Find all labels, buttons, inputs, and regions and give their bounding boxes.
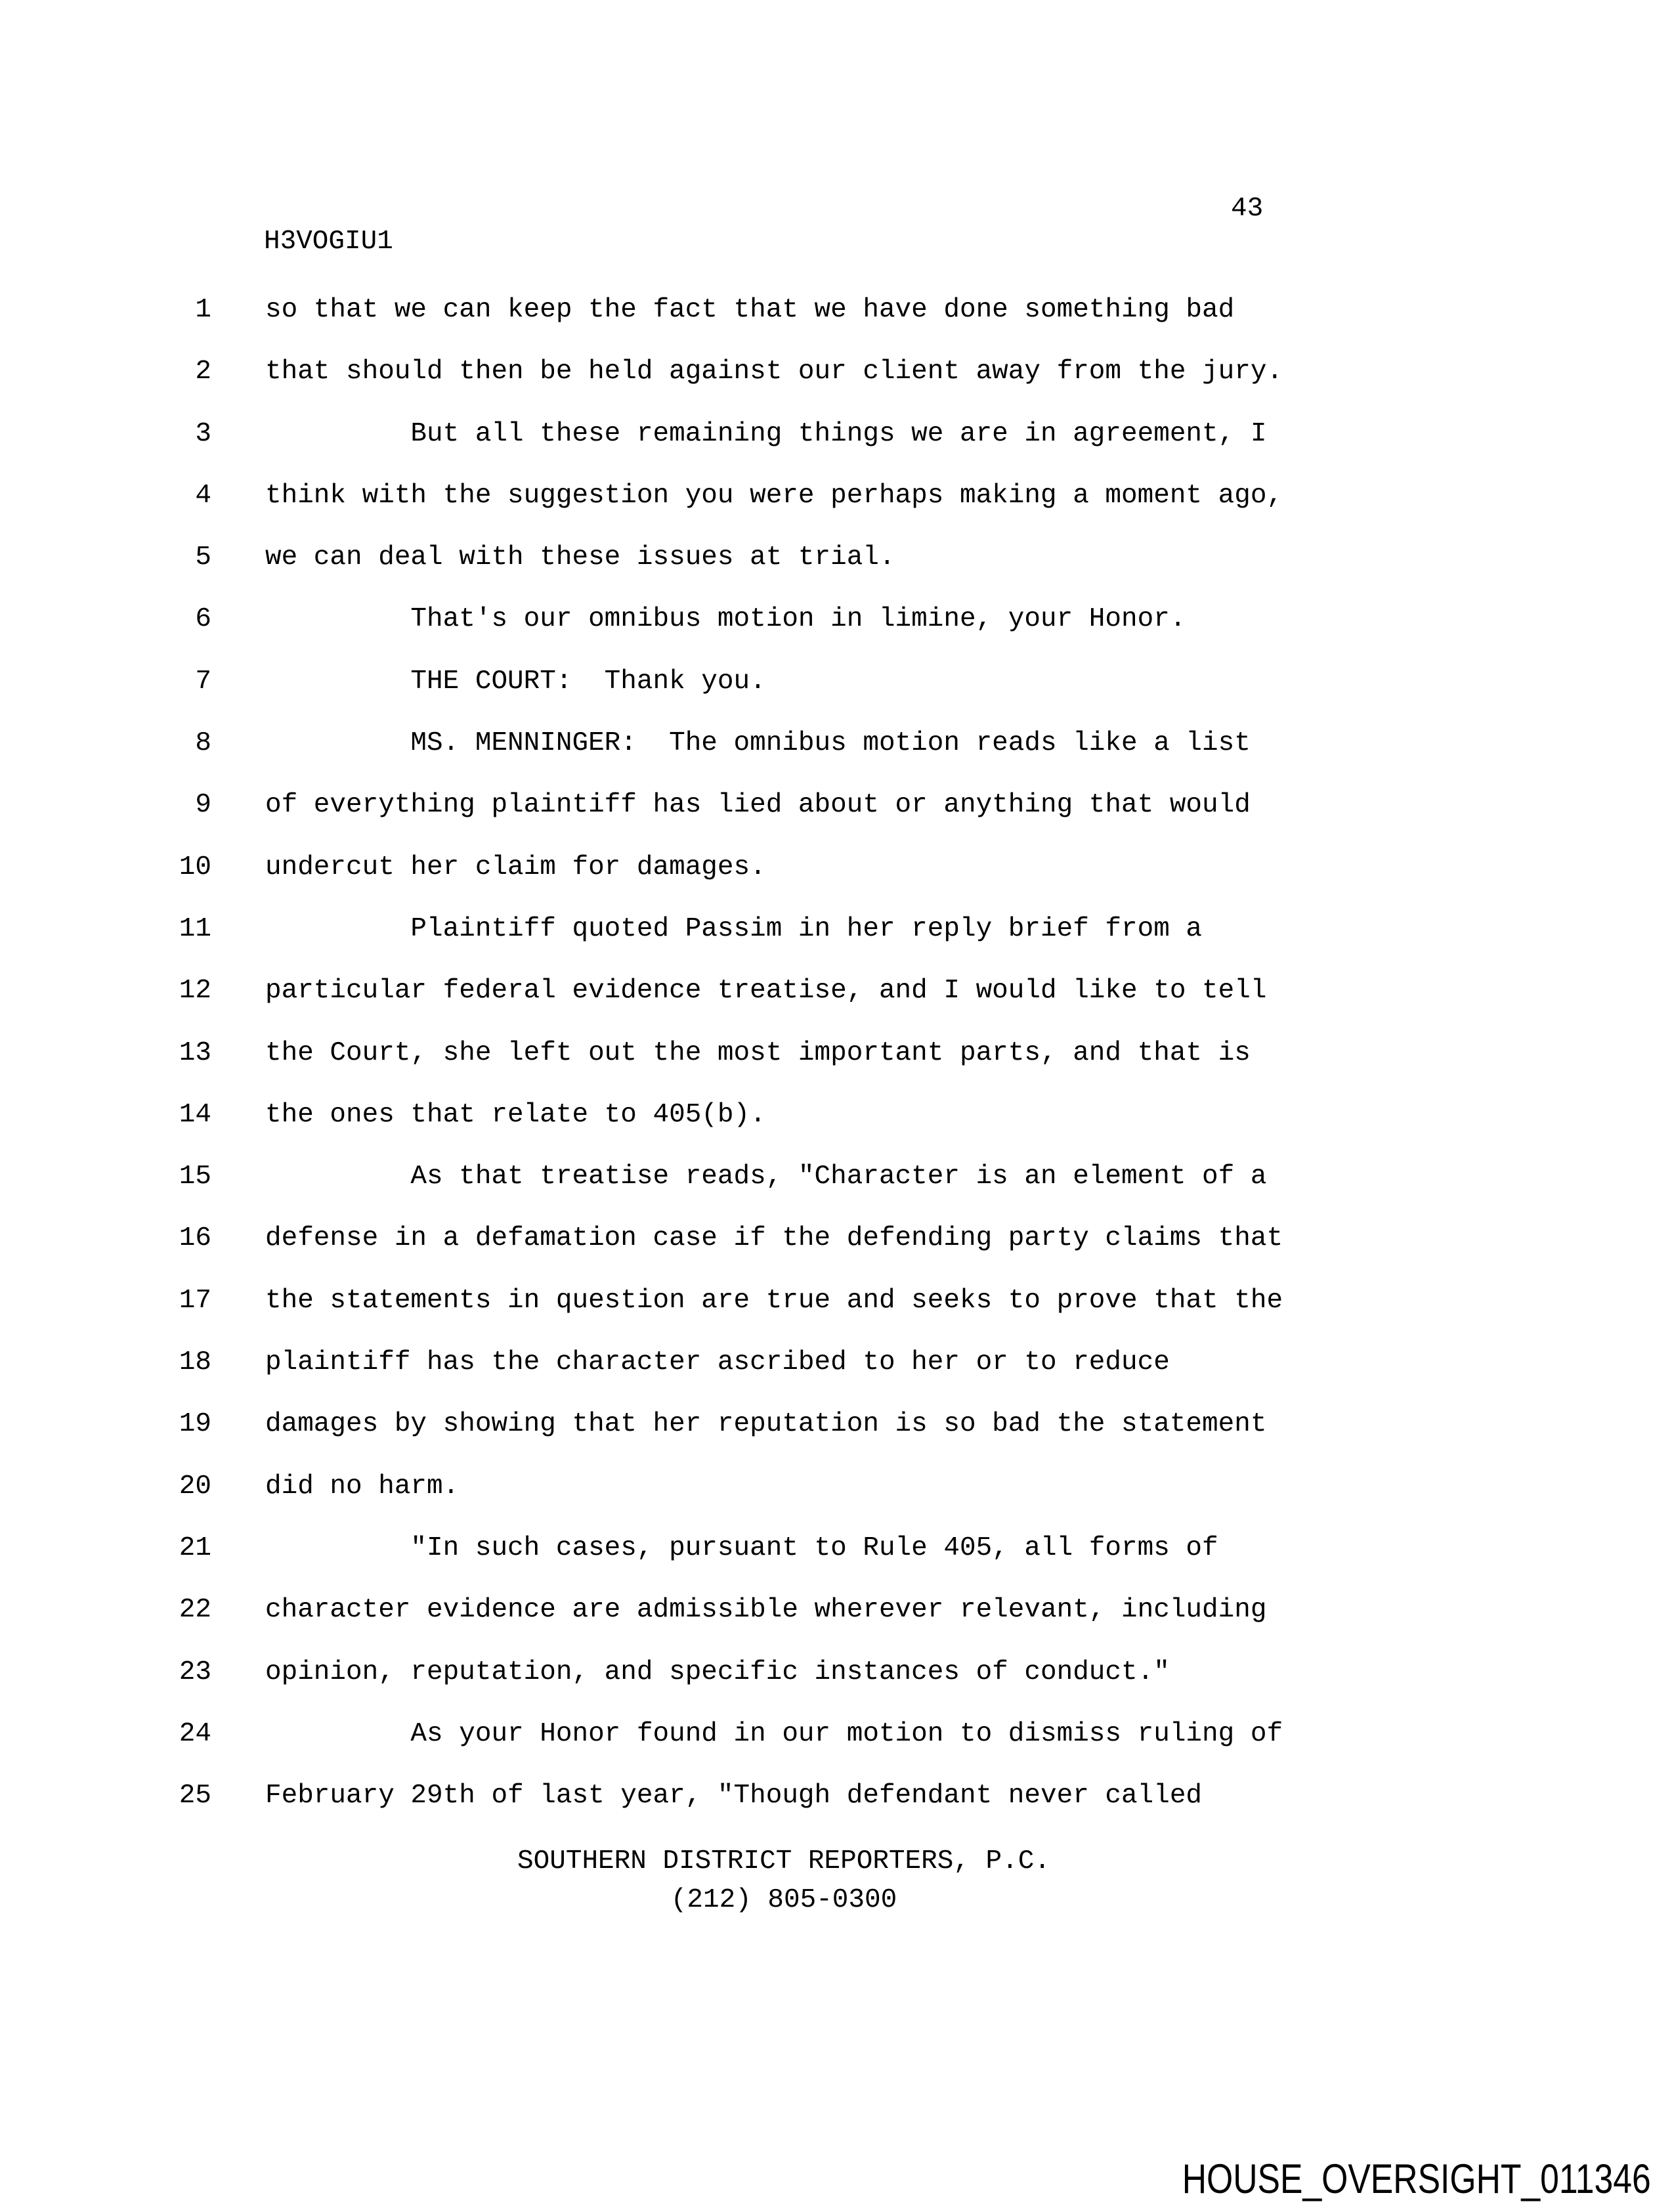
reporter-org: SOUTHERN DISTRICT REPORTERS, P.C. (517, 1846, 1050, 1876)
line-text: the ones that relate to 405(b). (265, 1099, 766, 1130)
session-code: H3VOGIU1 (264, 227, 393, 257)
line-text: that should then be held against our client away from the jury. (265, 357, 1283, 387)
line-text: But all these remaining things we are in agreement, I (265, 418, 1267, 449)
line-text: we can deal with these issues at trial. (265, 542, 895, 573)
transcript-line (0, 279, 1674, 341)
line-number: 20 (179, 1471, 211, 1502)
line-number: 16 (179, 1223, 211, 1254)
line-text: of everything plaintiff has lied about or anything that would (265, 790, 1251, 821)
line-text: As your Honor found in our motion to dismiss ruling of (265, 1718, 1283, 1749)
line-number: 2 (195, 357, 211, 387)
line-text: character evidence are admissible wherever relevant, including (265, 1595, 1267, 1626)
line-number: 12 (179, 976, 211, 1007)
line-text: think with the suggestion you were perhaps making a moment ago, (265, 480, 1283, 511)
transcript-line (0, 1579, 1674, 1641)
transcript-line (0, 465, 1674, 527)
line-text: plaintiff has the character ascribed to her or to reduce (265, 1347, 1170, 1378)
transcript-line (0, 1332, 1674, 1393)
line-number: 17 (179, 1285, 211, 1316)
line-number: 24 (179, 1718, 211, 1749)
line-number: 7 (195, 666, 211, 697)
line-text: MS. MENNINGER: The omnibus motion reads like a list (265, 728, 1251, 759)
transcript-line (0, 1641, 1674, 1703)
line-number: 19 (179, 1409, 211, 1440)
line-text: That's our omnibus motion in limine, your Honor. (265, 604, 1186, 635)
line-number: 13 (179, 1037, 211, 1068)
transcript-line (0, 651, 1674, 712)
transcript-line (0, 1146, 1674, 1207)
line-number: 8 (195, 728, 211, 759)
transcript-line (0, 403, 1674, 465)
line-number: 10 (179, 852, 211, 882)
line-text: so that we can keep the fact that we have done something bad (265, 295, 1235, 325)
reporter-phone: (212) 805-0300 (670, 1885, 897, 1915)
transcript-line (0, 588, 1674, 650)
transcript-line (0, 960, 1674, 1022)
line-number: 23 (179, 1657, 211, 1687)
page-number: 43 (1231, 194, 1264, 224)
line-number: 11 (179, 913, 211, 944)
line-text: THE COURT: Thank you. (265, 666, 766, 697)
line-text: opinion, reputation, and specific instances of conduct." (265, 1657, 1170, 1687)
line-number: 21 (179, 1532, 211, 1563)
transcript-line (0, 1703, 1674, 1765)
line-number: 9 (195, 790, 211, 821)
line-number: 5 (195, 542, 211, 573)
line-number: 18 (179, 1347, 211, 1378)
transcript-lines (0, 279, 1674, 1827)
line-text: February 29th of last year, "Though defendant never called (265, 1781, 1203, 1811)
line-text: the Court, she left out the most important parts, and that is (265, 1037, 1251, 1068)
line-number: 14 (179, 1099, 211, 1130)
line-number: 4 (195, 480, 211, 511)
line-text: defense in a defamation case if the defending party claims that (265, 1223, 1283, 1254)
transcript-line (0, 898, 1674, 960)
line-number: 6 (195, 604, 211, 635)
transcript-line (0, 527, 1674, 588)
line-text: particular federal evidence treatise, and I would like to tell (265, 976, 1267, 1007)
transcript-line (0, 1517, 1674, 1579)
reporter-footer (265, 1842, 1302, 1920)
line-text: did no harm. (265, 1471, 460, 1502)
transcript-line (0, 1084, 1674, 1146)
line-number: 22 (179, 1595, 211, 1626)
line-number: 15 (179, 1161, 211, 1192)
transcript-line (0, 1393, 1674, 1455)
transcript-line (0, 1456, 1674, 1517)
transcript-line (0, 1270, 1674, 1332)
line-number: 1 (195, 295, 211, 325)
transcript-line (0, 774, 1674, 836)
line-text: the statements in question are true and seeks to prove that the (265, 1285, 1283, 1316)
transcript-line (0, 712, 1674, 774)
transcript-line (0, 1022, 1674, 1084)
transcript-line (0, 1765, 1674, 1827)
line-text: As that treatise reads, "Character is an element of a (265, 1161, 1267, 1192)
line-text: undercut her claim for damages. (265, 852, 766, 882)
transcript-line (0, 341, 1674, 402)
bates-stamp: HOUSE_OVERSIGHT_011346 (1182, 2156, 1651, 2202)
transcript-line (0, 1207, 1674, 1269)
line-text: damages by showing that her reputation is so bad the statement (265, 1409, 1267, 1440)
line-text: Plaintiff quoted Passim in her reply brief from a (265, 913, 1203, 944)
line-text: "In such cases, pursuant to Rule 405, all forms of (265, 1532, 1218, 1563)
transcript-line (0, 836, 1674, 898)
line-number: 3 (195, 418, 211, 449)
line-number: 25 (179, 1781, 211, 1811)
